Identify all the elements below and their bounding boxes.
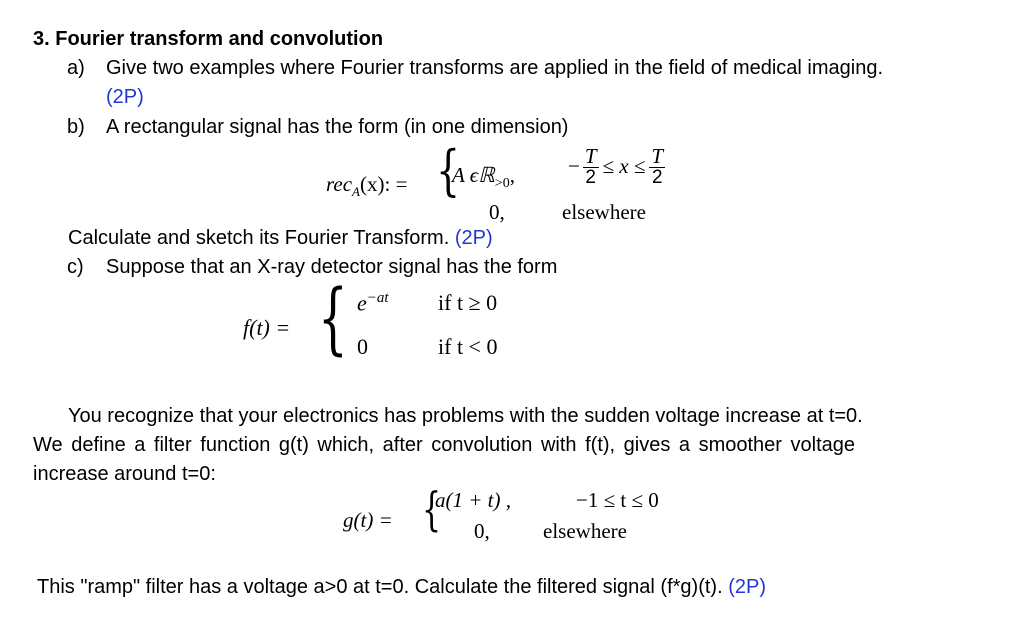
rect-case1-condition	[568, 146, 665, 187]
final-question	[37, 576, 766, 599]
rect-brace: {	[436, 139, 461, 202]
rect-lhs-name: rec	[326, 172, 353, 196]
final-question-text: This "ramp" filter has a voltage a>0 at t=0. Calculate the filtered signal (f*g)(t).	[37, 576, 723, 598]
g-case2-expr: 0,	[474, 519, 490, 543]
rect-case2-expr: 0,	[489, 200, 505, 224]
f-equation-lhs: f(t) =	[243, 315, 291, 340]
rect-case1-value: A ϵℝ	[452, 163, 495, 187]
cond-middle: ≤ x ≤	[602, 154, 646, 178]
rect-lhs-subscript: A	[352, 184, 360, 200]
part-a-label: a)	[67, 57, 85, 79]
cond-left-denominator: 2	[585, 167, 596, 188]
f-case1-base: e	[357, 290, 367, 316]
part-b-label: b)	[67, 116, 85, 138]
part-c-label: c)	[67, 256, 84, 278]
f-case2-condition: if t < 0	[438, 334, 498, 359]
cond-right-denominator: 2	[651, 167, 663, 188]
g-brace: {	[422, 482, 442, 536]
cond-fraction-right	[649, 146, 665, 187]
g-equation-lhs: g(t) =	[343, 508, 393, 532]
g-case1-expr: a(1 + t) ,	[435, 488, 511, 512]
part-c-text: Suppose that an X-ray detector signal has the form	[106, 256, 558, 278]
f-case1-exponent: −at	[366, 290, 389, 306]
g-case1-condition: −1 ≤ t ≤ 0	[576, 488, 659, 512]
cond-left-numerator: T	[584, 144, 597, 168]
rect-case1-subscript: >0	[494, 176, 510, 192]
rect-case2-condition: elsewhere	[562, 200, 646, 224]
cond-minus-sign: −	[568, 154, 580, 178]
rect-lhs-rest: (x): =	[360, 172, 408, 196]
final-question-points: (2P)	[728, 576, 766, 598]
cond-fraction-left	[583, 146, 599, 187]
part-b-text: A rectangular signal has the form (in one dimension)	[106, 116, 569, 138]
part-b-points: (2P)	[454, 227, 493, 249]
part-a-text: Give two examples where Fourier transforms are applied in the field of medical imaging.	[106, 57, 884, 79]
f-case1-condition: if t ≥ 0	[438, 290, 498, 315]
paragraph-line-1: You recognize that your electronics has problems with the sudden voltage increase at t=0.	[68, 405, 863, 427]
f-case1-expr	[357, 290, 389, 316]
rect-case1-expr	[452, 163, 515, 192]
part-b-task-text: Calculate and sketch its Fourier Transform.	[68, 227, 450, 249]
rect-case1-comma: ,	[509, 163, 515, 187]
g-case2-condition: elsewhere	[543, 519, 627, 543]
f-brace: {	[318, 274, 348, 364]
part-b-task	[68, 227, 493, 250]
section-title: 3. Fourier transform and convolution	[33, 28, 384, 50]
rect-equation-lhs	[326, 172, 407, 200]
part-a-points: (2P)	[106, 86, 144, 108]
cond-right-numerator: T	[651, 144, 664, 168]
f-case2-expr: 0	[357, 334, 368, 359]
paragraph-line-2: We define a filter function g(t) which, after convolution with f(t), gives a smoother voltage	[33, 434, 855, 456]
paragraph-line-3: increase around t=0:	[33, 463, 216, 485]
